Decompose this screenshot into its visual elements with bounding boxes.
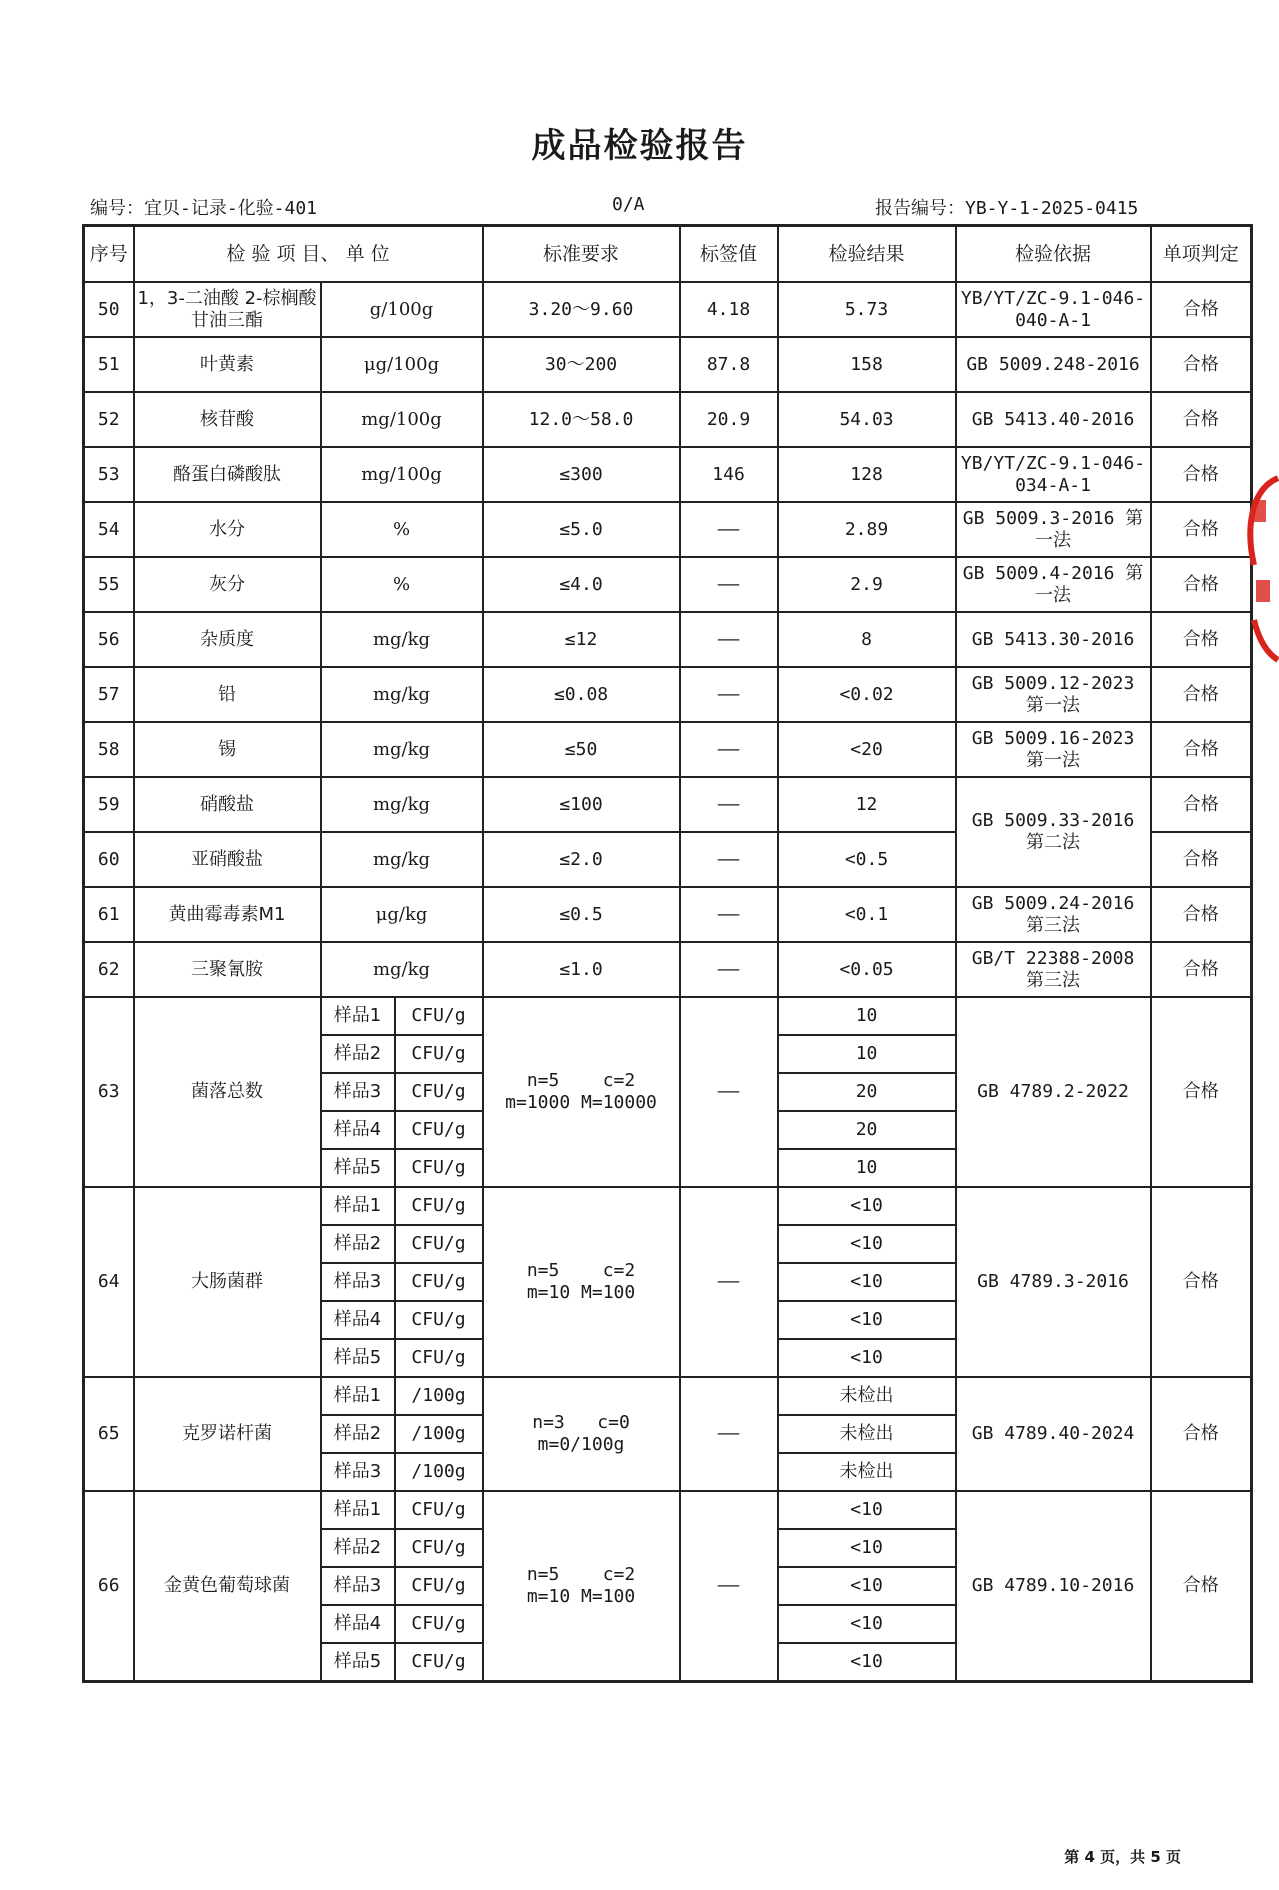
test-result: <10	[778, 1339, 956, 1377]
verdict: 合格	[1151, 392, 1252, 447]
table-row	[84, 887, 1252, 942]
test-result: 20	[778, 1073, 956, 1111]
label-value: 4.18	[680, 282, 778, 337]
item-name: 锡	[134, 722, 321, 777]
item-unit: μg/kg	[321, 887, 483, 942]
test-basis: GB 4789.10-2016	[956, 1491, 1151, 1682]
verdict: 合格	[1151, 997, 1252, 1187]
sample-unit: CFU/g	[395, 997, 483, 1035]
label-value: ——	[680, 1491, 778, 1682]
label-value: ——	[680, 557, 778, 612]
label-value: 146	[680, 447, 778, 502]
test-basis: GB/T 22388-2008 第三法	[956, 942, 1151, 997]
sample-unit: /100g	[395, 1415, 483, 1453]
table-row	[84, 612, 1252, 667]
standard-requirement: 3.20～9.60	[483, 282, 680, 337]
row-number: 54	[84, 502, 134, 557]
verdict: 合格	[1151, 447, 1252, 502]
item-name: 菌落总数	[134, 997, 321, 1187]
standard-requirement: ≤12	[483, 612, 680, 667]
doc-version: 0/A	[612, 194, 645, 215]
sample-name: 样品1	[321, 997, 395, 1035]
item-unit: g/100g	[321, 282, 483, 337]
item-unit: %	[321, 502, 483, 557]
test-basis: GB 5009.4-2016 第一法	[956, 557, 1151, 612]
verdict: 合格	[1151, 282, 1252, 337]
standard-requirement	[483, 1377, 680, 1491]
label-value: ——	[680, 942, 778, 997]
test-result: <10	[778, 1491, 956, 1529]
standard-requirement: ≤300	[483, 447, 680, 502]
standard-line-2: m=1000 M=10000	[505, 1092, 657, 1113]
sample-unit: CFU/g	[395, 1605, 483, 1643]
item-unit: mg/kg	[321, 777, 483, 832]
item-name: 水分	[134, 502, 321, 557]
test-result: 10	[778, 1035, 956, 1073]
standard-requirement: ≤5.0	[483, 502, 680, 557]
standard-requirement: ≤4.0	[483, 557, 680, 612]
standard-requirement: ≤0.5	[483, 887, 680, 942]
item-unit: mg/kg	[321, 722, 483, 777]
label-value: ——	[680, 722, 778, 777]
test-result: 2.89	[778, 502, 956, 557]
test-result: <0.1	[778, 887, 956, 942]
test-result: 12	[778, 777, 956, 832]
test-result: <10	[778, 1225, 956, 1263]
test-basis: GB 4789.2-2022	[956, 997, 1151, 1187]
table-row	[84, 722, 1252, 777]
sample-unit: CFU/g	[395, 1643, 483, 1682]
inspection-table	[82, 224, 1253, 1683]
test-basis: GB 4789.40-2024	[956, 1377, 1151, 1491]
test-result: 158	[778, 337, 956, 392]
item-unit: μg/100g	[321, 337, 483, 392]
test-result: <10	[778, 1263, 956, 1301]
row-number: 66	[84, 1491, 134, 1682]
verdict: 合格	[1151, 557, 1252, 612]
table-row	[84, 337, 1252, 392]
standard-line-1: n=5 c=2	[526, 1070, 636, 1092]
verdict: 合格	[1151, 887, 1252, 942]
item-unit: mg/kg	[321, 667, 483, 722]
test-basis: GB 5413.40-2016	[956, 392, 1151, 447]
standard-line-2: m=10 M=100	[526, 1282, 636, 1303]
doc-number: 编号：宜贝-记录-化验-401	[90, 198, 318, 219]
label-value: ——	[680, 1187, 778, 1377]
row-number: 53	[84, 447, 134, 502]
test-basis: GB 5009.33-2016 第二法	[956, 777, 1151, 887]
test-result: 128	[778, 447, 956, 502]
table-body	[84, 282, 1252, 1682]
red-seal-stamp	[1240, 470, 1279, 670]
table-row	[84, 1491, 1252, 1529]
sample-unit: CFU/g	[395, 1529, 483, 1567]
table-header-row	[84, 226, 1252, 283]
col-result: 检验结果	[778, 226, 956, 283]
table-row	[84, 502, 1252, 557]
standard-requirement: 30～200	[483, 337, 680, 392]
page-number: 第 4 页，共 5 页	[1064, 1848, 1181, 1866]
sample-name: 样品3	[321, 1453, 395, 1491]
table-row	[84, 997, 1252, 1035]
sample-name: 样品5	[321, 1643, 395, 1682]
item-name: 叶黄素	[134, 337, 321, 392]
sample-name: 样品2	[321, 1415, 395, 1453]
row-number: 56	[84, 612, 134, 667]
item-name: 铅	[134, 667, 321, 722]
verdict: 合格	[1151, 942, 1252, 997]
item-unit: mg/kg	[321, 942, 483, 997]
label-value: 20.9	[680, 392, 778, 447]
standard-line-1: n=5 c=2	[526, 1564, 636, 1586]
verdict: 合格	[1151, 1491, 1252, 1682]
table-row	[84, 777, 1252, 832]
sample-unit: CFU/g	[395, 1491, 483, 1529]
table-row	[84, 667, 1252, 722]
test-basis: GB 5009.24-2016 第三法	[956, 887, 1151, 942]
item-name: 黄曲霉毒素M1	[134, 887, 321, 942]
sample-name: 样品4	[321, 1111, 395, 1149]
item-name: 1，3-二油酸 2-棕榈酸甘油三酯	[134, 282, 321, 337]
item-name: 灰分	[134, 557, 321, 612]
test-basis: GB 5413.30-2016	[956, 612, 1151, 667]
standard-requirement: ≤0.08	[483, 667, 680, 722]
standard-line-1: n=3 c=0	[532, 1412, 630, 1434]
verdict: 合格	[1151, 612, 1252, 667]
col-verdict: 单项判定	[1151, 226, 1252, 283]
test-result: <10	[778, 1643, 956, 1682]
sample-name: 样品5	[321, 1339, 395, 1377]
row-number: 64	[84, 1187, 134, 1377]
standard-requirement: 12.0～58.0	[483, 392, 680, 447]
sample-unit: /100g	[395, 1377, 483, 1415]
sample-unit: CFU/g	[395, 1035, 483, 1073]
row-number: 51	[84, 337, 134, 392]
item-unit: mg/kg	[321, 832, 483, 887]
row-number: 65	[84, 1377, 134, 1491]
test-result: <0.05	[778, 942, 956, 997]
test-result: 20	[778, 1111, 956, 1149]
test-result: 10	[778, 1149, 956, 1187]
sample-name: 样品1	[321, 1377, 395, 1415]
row-number: 62	[84, 942, 134, 997]
col-item-unit: 检 验 项 目、 单 位	[134, 226, 483, 283]
item-unit: mg/100g	[321, 447, 483, 502]
table-row	[84, 1187, 1252, 1225]
standard-requirement: ≤50	[483, 722, 680, 777]
label-value: ——	[680, 667, 778, 722]
item-name: 酪蛋白磷酸肽	[134, 447, 321, 502]
sample-unit: CFU/g	[395, 1263, 483, 1301]
item-name: 克罗诺杆菌	[134, 1377, 321, 1491]
table-row	[84, 1377, 1252, 1415]
label-value: 87.8	[680, 337, 778, 392]
verdict: 合格	[1151, 337, 1252, 392]
test-result: <0.5	[778, 832, 956, 887]
label-value: ——	[680, 502, 778, 557]
test-result: <10	[778, 1529, 956, 1567]
test-result: <10	[778, 1301, 956, 1339]
row-number: 50	[84, 282, 134, 337]
table-row	[84, 447, 1252, 502]
item-unit: %	[321, 557, 483, 612]
verdict: 合格	[1151, 1187, 1252, 1377]
standard-requirement	[483, 997, 680, 1187]
label-value: ——	[680, 1377, 778, 1491]
test-result: <10	[778, 1605, 956, 1643]
row-number: 60	[84, 832, 134, 887]
standard-line-2: m=0/100g	[537, 1434, 625, 1455]
test-basis: GB 5009.3-2016 第一法	[956, 502, 1151, 557]
report-number: 报告编号：YB-Y-1-2025-0415	[875, 198, 1139, 219]
test-result: 5.73	[778, 282, 956, 337]
sample-unit: CFU/g	[395, 1567, 483, 1605]
sample-unit: CFU/g	[395, 1339, 483, 1377]
row-number: 63	[84, 997, 134, 1187]
col-seq: 序号	[84, 226, 134, 283]
label-value: ——	[680, 777, 778, 832]
row-number: 57	[84, 667, 134, 722]
row-number: 52	[84, 392, 134, 447]
test-result: 2.9	[778, 557, 956, 612]
test-result: <10	[778, 1567, 956, 1605]
sample-name: 样品1	[321, 1187, 395, 1225]
table-row	[84, 392, 1252, 447]
sample-unit: CFU/g	[395, 1187, 483, 1225]
table-row	[84, 557, 1252, 612]
test-basis: GB 5009.12-2023 第一法	[956, 667, 1151, 722]
test-result: <10	[778, 1187, 956, 1225]
verdict: 合格	[1151, 722, 1252, 777]
item-name: 硝酸盐	[134, 777, 321, 832]
standard-requirement	[483, 1491, 680, 1682]
sample-unit: CFU/g	[395, 1149, 483, 1187]
label-value: ——	[680, 887, 778, 942]
sample-unit: CFU/g	[395, 1111, 483, 1149]
test-result: 未检出	[778, 1415, 956, 1453]
item-name: 亚硝酸盐	[134, 832, 321, 887]
test-basis: YB/YT/ZC-9.1-046-034-A-1	[956, 447, 1151, 502]
item-name: 杂质度	[134, 612, 321, 667]
standard-requirement: ≤1.0	[483, 942, 680, 997]
table-row	[84, 942, 1252, 997]
sample-name: 样品2	[321, 1529, 395, 1567]
item-name: 三聚氰胺	[134, 942, 321, 997]
col-label: 标签值	[680, 226, 778, 283]
test-result: 8	[778, 612, 956, 667]
row-number: 61	[84, 887, 134, 942]
test-result: 未检出	[778, 1453, 956, 1491]
item-unit: mg/100g	[321, 392, 483, 447]
label-value: ——	[680, 832, 778, 887]
label-value: ——	[680, 612, 778, 667]
verdict: 合格	[1151, 667, 1252, 722]
sample-name: 样品1	[321, 1491, 395, 1529]
test-result: 54.03	[778, 392, 956, 447]
sample-unit: CFU/g	[395, 1225, 483, 1263]
table-row	[84, 282, 1252, 337]
sample-name: 样品2	[321, 1225, 395, 1263]
test-result: 10	[778, 997, 956, 1035]
sample-name: 样品3	[321, 1263, 395, 1301]
row-number: 59	[84, 777, 134, 832]
col-basis: 检验依据	[956, 226, 1151, 283]
standard-requirement: ≤2.0	[483, 832, 680, 887]
col-standard: 标准要求	[483, 226, 680, 283]
sample-name: 样品4	[321, 1605, 395, 1643]
verdict: 合格	[1151, 777, 1252, 832]
sample-name: 样品5	[321, 1149, 395, 1187]
item-name: 核苷酸	[134, 392, 321, 447]
test-result: 未检出	[778, 1377, 956, 1415]
test-result: <0.02	[778, 667, 956, 722]
sample-name: 样品3	[321, 1073, 395, 1111]
verdict: 合格	[1151, 502, 1252, 557]
sample-unit: CFU/g	[395, 1301, 483, 1339]
test-basis: GB 5009.248-2016	[956, 337, 1151, 392]
label-value: ——	[680, 997, 778, 1187]
item-name: 金黄色葡萄球菌	[134, 1491, 321, 1682]
sample-name: 样品3	[321, 1567, 395, 1605]
standard-requirement: ≤100	[483, 777, 680, 832]
row-number: 58	[84, 722, 134, 777]
standard-requirement	[483, 1187, 680, 1377]
sample-unit: CFU/g	[395, 1073, 483, 1111]
sample-name: 样品2	[321, 1035, 395, 1073]
test-basis: GB 5009.16-2023 第一法	[956, 722, 1151, 777]
verdict: 合格	[1151, 1377, 1252, 1491]
item-unit: mg/kg	[321, 612, 483, 667]
row-number: 55	[84, 557, 134, 612]
item-name: 大肠菌群	[134, 1187, 321, 1377]
report-title: 成品检验报告	[531, 126, 748, 166]
sample-name: 样品4	[321, 1301, 395, 1339]
test-result: <20	[778, 722, 956, 777]
test-basis: GB 4789.3-2016	[956, 1187, 1151, 1377]
sample-unit: /100g	[395, 1453, 483, 1491]
standard-line-1: n=5 c=2	[526, 1260, 636, 1282]
verdict: 合格	[1151, 832, 1252, 887]
standard-line-2: m=10 M=100	[526, 1586, 636, 1607]
test-basis: YB/YT/ZC-9.1-046-040-A-1	[956, 282, 1151, 337]
